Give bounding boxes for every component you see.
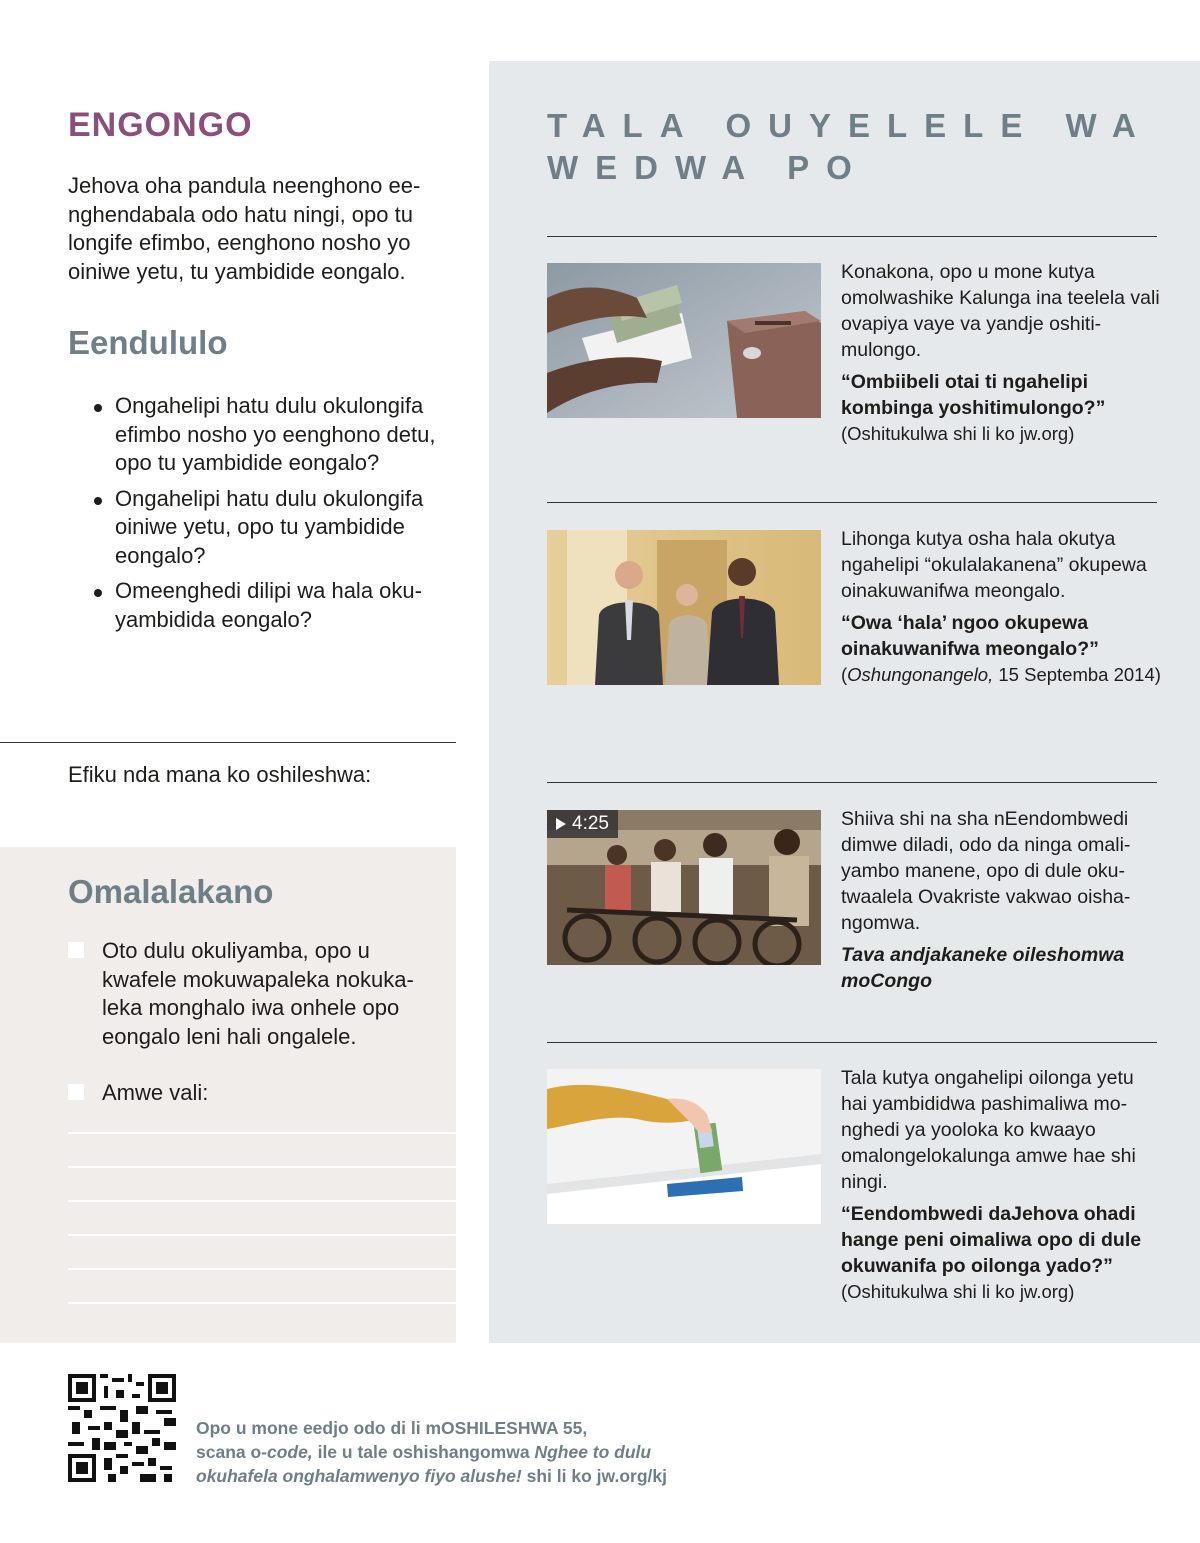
- engongo-text: Jehova oha pandula neenghono eenghendabala odo hatu ningi, opo tu longife efimbo, eenghono nosho yo oiniwe yetu, tu yambidide eongalo.: [68, 173, 421, 284]
- resource-link-title[interactable]: Tava andjakaneke oileshomwa moCongo: [841, 944, 1125, 992]
- more-info-panel: [489, 61, 1200, 1343]
- goals-title: Omalalakano: [68, 873, 274, 910]
- resource-text: [841, 526, 1161, 688]
- play-icon: [556, 818, 566, 830]
- goals-box: [0, 847, 456, 1343]
- section-divider: [547, 782, 1157, 783]
- review-question: Omeenghedi dilipi wa hala okuyambidida eongalo?: [90, 577, 456, 634]
- resource-source: (Oshitukulwa shi li ko jw.org): [841, 423, 1075, 444]
- eendululo-title: Eendululo: [68, 324, 228, 361]
- donation-box-image[interactable]: [547, 1069, 821, 1224]
- resource-text: [841, 1065, 1161, 1305]
- write-line[interactable]: [68, 1234, 456, 1236]
- review-question: Ongahelipi hatu dulu okulongifa efimbo nosho yo eenghono detu, opo tu yambidide eongalo?: [90, 392, 456, 478]
- resource-description: Shiiva shi na sha nEendombwedi dimwe diladi, odo da ninga omaliyambo manene, opo di dule okutwaalela Ovakriste vakwao oishangomwa.: [841, 808, 1131, 934]
- write-line[interactable]: [68, 1166, 456, 1168]
- write-line[interactable]: [68, 1268, 456, 1270]
- goal-text: Oto dulu okuliyamba, opo u kwafele mokuwapaleka nokukaleka monghalo iwa onhele opo eongalo leni hali ongalele.: [102, 938, 414, 1049]
- resource-description: Konakona, opo u mone kutya omolwashike Kalunga ina teelela vali ovapiya vaye va yandje oshitimulongo.: [841, 261, 1160, 361]
- section-divider: [547, 236, 1157, 237]
- section-divider: [547, 1042, 1157, 1043]
- resource-link-title[interactable]: “Owa ‘hala’ ngoo okupewa oinakuwanifwa meongalo?”: [841, 612, 1099, 660]
- write-line[interactable]: [68, 1200, 456, 1202]
- resource-link-title[interactable]: “Eendombwedi daJehova ohadi hange peni oimaliwa opo di dule okuwanifa po oilonga yado?”: [841, 1203, 1142, 1277]
- left-divider: [0, 742, 456, 743]
- review-question: Ongahelipi hatu dulu okulongifa oiniwe yetu, opo tu yambidide eongalo?: [90, 485, 456, 571]
- goal-item: [68, 937, 438, 1051]
- elders-conversation-image[interactable]: [547, 530, 821, 685]
- resource-text: [841, 259, 1161, 447]
- resource-link-title[interactable]: “Ombiibeli otai ti ngahelipi kombinga yoshitimulongo?”: [841, 371, 1106, 419]
- resource-source: (Oshitukulwa shi li ko jw.org): [841, 1281, 1075, 1302]
- more-info-title: TALA OUYELELE WA WEDWA PO: [547, 107, 1152, 186]
- write-line[interactable]: [68, 1302, 456, 1304]
- resource-text: [841, 806, 1161, 994]
- date-completed-label: Efiku nda mana ko oshileshwa:: [68, 762, 372, 787]
- footer-text: Opo u mone eedjo odo di li mOSHILESHWA 55, scana o-code, ile u tale oshishangomwa Nghee to dulu okuhafela onghalamwenyo fiyo alushe! shi li ko jw.org/kj: [196, 1418, 667, 1486]
- goal-checkbox[interactable]: [68, 942, 84, 958]
- resource-description: Tala kutya ongahelipi oilonga yetu hai yambididwa pashimaliwa monghedi ya yooloka ko kwaayo omalongelokalunga amwe hae shi ningi.: [841, 1067, 1136, 1193]
- video-duration-badge: 4:25: [547, 810, 618, 838]
- engongo-title: ENGONGO: [68, 106, 253, 144]
- donation-envelope-image[interactable]: [547, 263, 821, 418]
- write-line[interactable]: [68, 1132, 456, 1134]
- review-questions-list: [90, 392, 456, 641]
- qr-code[interactable]: [68, 1374, 176, 1482]
- bicycle-literature-video-thumbnail[interactable]: [547, 810, 821, 965]
- section-divider: [547, 502, 1157, 503]
- goal-checkbox[interactable]: [68, 1084, 84, 1100]
- goal-item: [68, 1079, 438, 1108]
- resource-source: (Oshungonangelo, 15 Septemba 2014): [841, 664, 1161, 685]
- resource-description: Lihonga kutya osha hala okutya ngahelipi “okulalakanena” okupewa oinakuwanifwa meongalo.: [841, 528, 1147, 602]
- goal-text: Amwe vali:: [102, 1080, 209, 1105]
